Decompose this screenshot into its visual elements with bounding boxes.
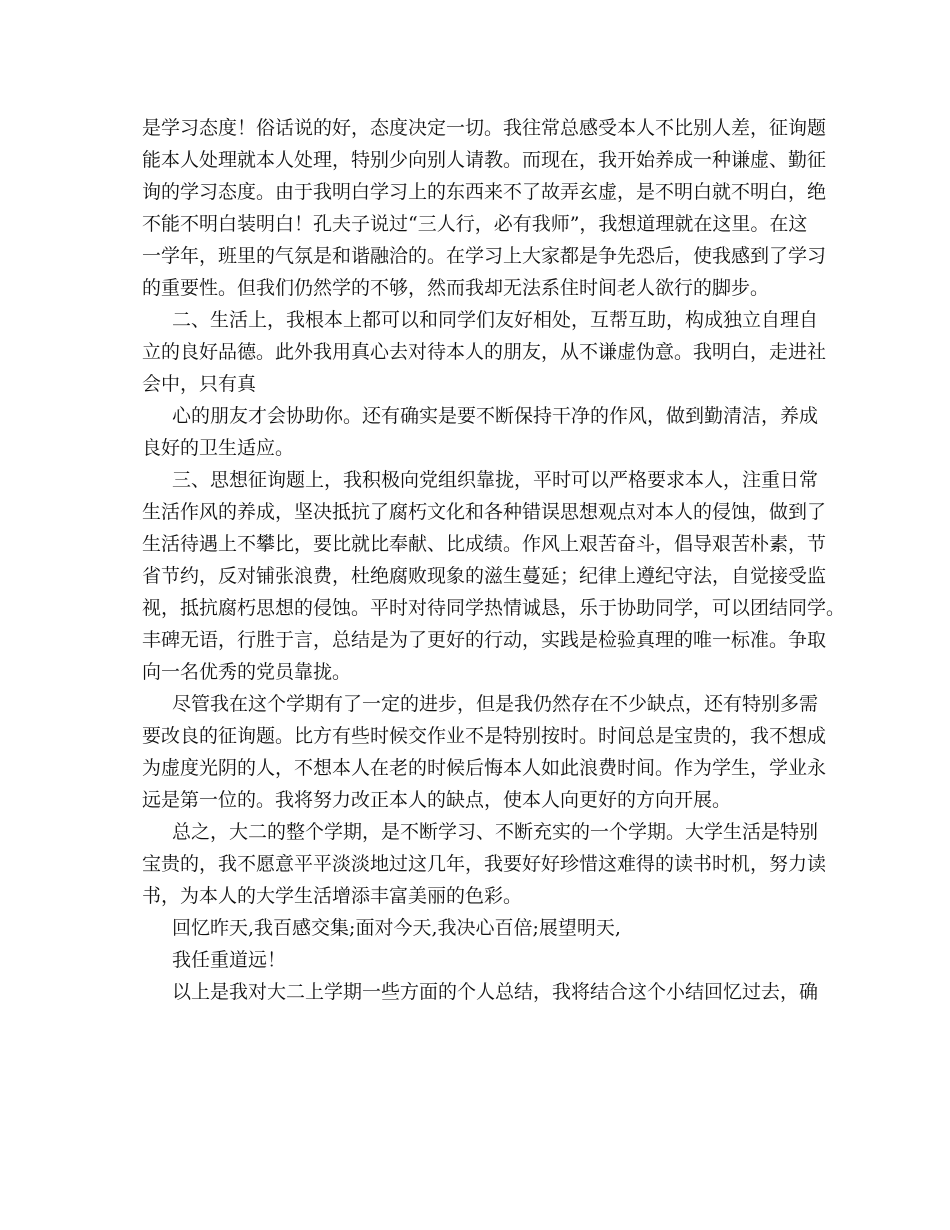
text-line: 省节约，反对铺张浪费，杜绝腐败现象的滋生蔓延；纪律上遵纪守法，自觉接受监 xyxy=(142,565,827,587)
text-line: 能本人处理就本人处理，特别少向别人请教。而现在，我开始养成一种谦虚、勤征 xyxy=(142,149,827,171)
text-line: 二、生活上，我根本上都可以和同学们友好相处，互帮互助，构成独立自理自 xyxy=(172,309,819,331)
text-line: 为虚度光阴的人，不想本人在老的时候后悔本人如此浪费时间。作为学生，学业永 xyxy=(142,757,827,779)
text-line: 书，为本人的大学生活增添丰富美丽的色彩。 xyxy=(142,885,523,907)
text-line: 视，抵抗腐朽思想的侵蚀。平时对待同学热情诚恳，乐于协助同学，可以团结同学。 xyxy=(142,597,846,619)
document-body xyxy=(142,112,846,1008)
text-line: 回忆昨天,我百感交集;面对今天,我决心百倍;展望明天, xyxy=(172,917,621,939)
text-line: 询的学习态度。由于我明白学习上的东西来不了故弄玄虚，是不明白就不明白，绝 xyxy=(142,181,827,203)
text-line: 的重要性。但我们仍然学的不够，然而我却无法系住时间老人欲行的脚步。 xyxy=(142,277,770,299)
text-line: 丰碑无语，行胜于言，总结是为了更好的行动，实践是检验真理的唯一标准。争取 xyxy=(142,629,827,651)
text-line: 总之，大二的整个学期，是不断学习、不断充实的一个学期。大学生活是特别 xyxy=(172,821,819,843)
text-line: 一学年，班里的气氛是和谐融洽的。在学习上大家都是争先恐后，使我感到了学习 xyxy=(142,245,827,267)
text-line: 要改良的征询题。比方有些时候交作业不是特别按时。时间总是宝贵的，我不想成 xyxy=(142,725,827,747)
text-line: 我任重道远！ xyxy=(172,949,287,971)
text-line: 尽管我在这个学期有了一定的进步，但是我仍然存在不少缺点，还有特别多需 xyxy=(172,693,819,715)
text-line: 心的朋友才会协助你。还有确实是要不断保持干净的作风，做到勤清洁，养成 xyxy=(172,405,819,427)
text-line: 良好的卫生适应。 xyxy=(142,437,295,459)
text-line: 会中，只有真 xyxy=(142,373,257,395)
text-line: 立的良好品德。此外我用真心去对待本人的朋友，从不谦虚伪意。我明白，走进社 xyxy=(142,341,827,363)
text-line: 以上是我对大二上学期一些方面的个人总结，我将结合这个小结回忆过去，确 xyxy=(172,981,819,1003)
text-line: 生活待遇上不攀比，要比就比奉献、比成绩。作风上艰苦奋斗，倡导艰苦朴素，节 xyxy=(142,533,827,555)
text-line: 宝贵的，我不愿意平平淡淡地过这几年，我要好好珍惜这难得的读书时机，努力读 xyxy=(142,853,827,875)
text-line: 向一名优秀的党员靠拢。 xyxy=(142,661,352,683)
text-line: 三、思想征询题上，我积极向党组织靠拢，平时可以严格要求本人，注重日常 xyxy=(172,469,819,491)
text-line: 生活作风的养成，坚决抵抗了腐朽文化和各种错误思想观点对本人的侵蚀，做到了 xyxy=(142,501,827,523)
text-line: 是学习态度！俗话说的好，态度决定一切。我往常总感受本人不比别人差，征询题 xyxy=(142,117,827,139)
text-line: 不能不明白装明白！孔夫子说过“三人行，必有我师”，我想道理就在这里。在这 xyxy=(142,213,808,235)
text-line: 远是第一位的。我将努力改正本人的缺点，使本人向更好的方向开展。 xyxy=(142,789,732,811)
